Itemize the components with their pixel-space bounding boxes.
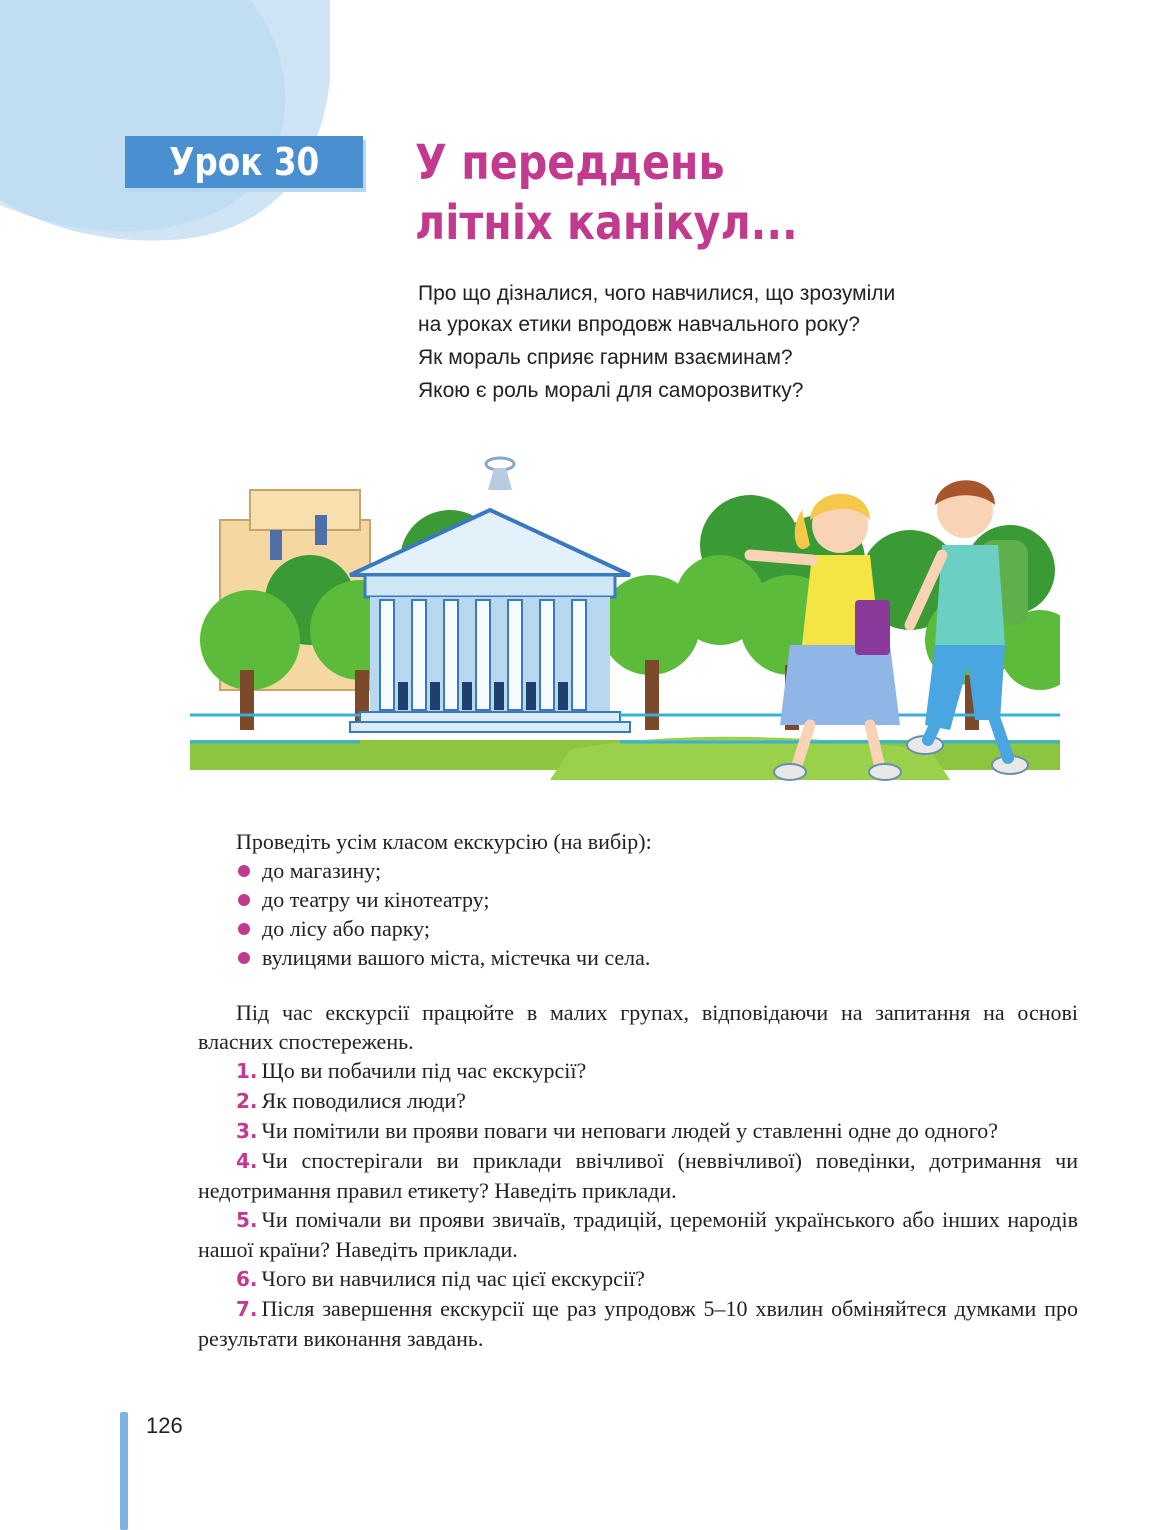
excursion-options <box>198 856 1078 972</box>
task-text: Чи спостерігали ви приклади ввічливої (неввічливої) поведінки, дотримання чи недотримання правил етикету? Наведіть приклади. <box>198 1148 1078 1203</box>
task-list <box>198 1056 1078 1353</box>
list-item <box>236 943 1078 972</box>
corner-decoration <box>0 0 330 260</box>
task-text: Чи помітили ви прояви поваги чи неповаги людей у ставленні одне до одного? <box>261 1118 998 1143</box>
title-line-1: У переддень <box>415 135 725 191</box>
intro-question-3: Якою є роль моралі для саморозвитку? <box>418 379 804 402</box>
group-tasks-section <box>198 998 1078 1353</box>
theatre-park-children-illustration <box>190 450 1060 800</box>
task-number: 4. <box>236 1149 258 1173</box>
title-line-2: літніх канікул... <box>415 195 798 251</box>
task-item <box>198 1264 1078 1294</box>
task-number: 3. <box>236 1119 258 1143</box>
bullet-dot-icon <box>238 952 250 964</box>
lesson-badge <box>125 136 363 188</box>
task-item <box>198 1086 1078 1116</box>
task-item <box>198 1146 1078 1205</box>
task-text: Чого ви навчилися під час цієї екскурсії? <box>261 1266 645 1291</box>
excursion-lead: Проведіть усім класом екскурсію (на вибір): <box>236 829 652 854</box>
list-item <box>236 856 1078 885</box>
task-number: 5. <box>236 1208 258 1232</box>
intro-questions <box>418 278 1018 406</box>
intro-question-1-line-2: на уроках етики впродовж навчального року? <box>418 313 860 336</box>
page-number: 126 <box>146 1413 183 1438</box>
excursion-option-3: до лісу або парку; <box>262 916 430 941</box>
task-text: Чи помічали ви прояви звичаїв, традицій, церемоній українського або інших народів нашої країни? Наведіть приклади. <box>198 1207 1078 1262</box>
excursion-section <box>198 827 1078 972</box>
list-item <box>236 885 1078 914</box>
bullet-dot-icon <box>238 923 250 935</box>
task-text: Після завершення екскурсії ще раз упродовж 5–10 хвилин обміняйтеся думками про результати виконання завдань. <box>198 1296 1078 1351</box>
group-tasks-lead: Під час екскурсії працюйте в малих групах, відповідаючи на запитання на основі власних спостережень. <box>198 1000 1078 1054</box>
excursion-option-4: вулицями вашого міста, містечка чи села. <box>262 945 651 970</box>
excursion-option-2: до театру чи кінотеатру; <box>262 887 490 912</box>
task-item <box>198 1116 1078 1146</box>
task-number: 1. <box>236 1059 258 1083</box>
list-item <box>236 914 1078 943</box>
excursion-option-1: до магазину; <box>262 858 382 883</box>
task-item <box>198 1056 1078 1086</box>
task-item <box>198 1205 1078 1264</box>
page-title <box>415 133 798 253</box>
lesson-badge-label: Урок 30 <box>168 140 320 184</box>
task-item <box>198 1294 1078 1353</box>
task-text: Що ви побачили під час екскурсії? <box>261 1058 587 1083</box>
bullet-dot-icon <box>238 865 250 877</box>
intro-question-2: Як мораль сприяє гарним взаєминам? <box>418 346 793 369</box>
bullet-dot-icon <box>238 894 250 906</box>
intro-question-1-line-1: Про що дізналися, чого навчилися, що зрозуміли <box>418 282 896 305</box>
task-text: Як поводилися люди? <box>261 1088 466 1113</box>
page-edge-bar <box>120 1412 128 1530</box>
task-number: 6. <box>236 1267 258 1291</box>
task-number: 2. <box>236 1089 258 1113</box>
task-number: 7. <box>236 1297 258 1321</box>
